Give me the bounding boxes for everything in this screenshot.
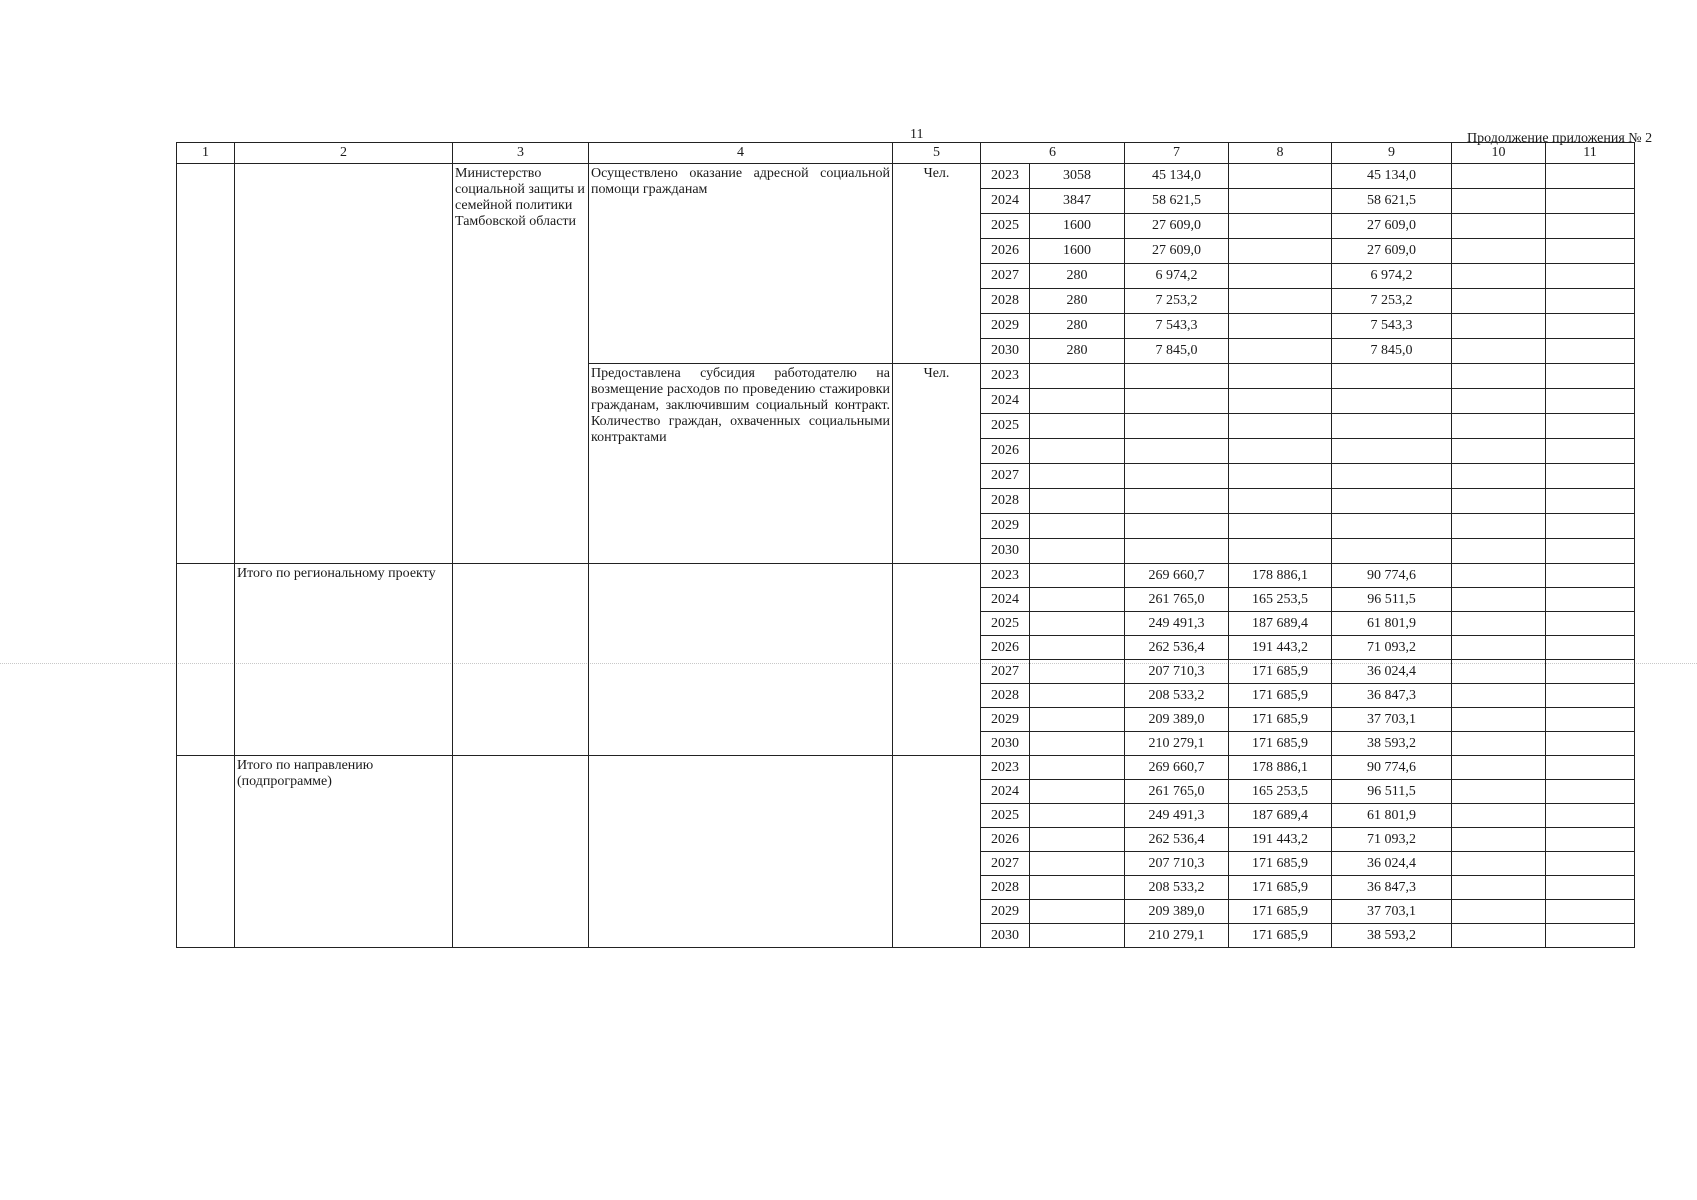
col7-cell: [1125, 439, 1229, 464]
col7-cell: 45 134,0: [1125, 164, 1229, 189]
col6-cell: [1030, 364, 1125, 389]
col9-cell: 90 774,6: [1332, 756, 1452, 780]
col8-cell: [1229, 489, 1332, 514]
year-cell: 2024: [981, 588, 1030, 612]
col9-cell: 7 845,0: [1332, 339, 1452, 364]
col10-cell: [1452, 539, 1546, 564]
continuation-caption: Продолжение приложения № 2: [1467, 131, 1653, 146]
year-cell: 2026: [981, 636, 1030, 660]
col11-cell: [1546, 588, 1635, 612]
col8-cell: 178 886,1: [1229, 756, 1332, 780]
col8-cell: [1229, 264, 1332, 289]
col9-cell: 90 774,6: [1332, 564, 1452, 588]
col7-cell: 27 609,0: [1125, 239, 1229, 264]
col9-cell: 61 801,9: [1332, 804, 1452, 828]
col7-cell: 208 533,2: [1125, 684, 1229, 708]
col6-cell: [1030, 489, 1125, 514]
header-row: [177, 143, 1635, 164]
col6-cell: 1600: [1030, 214, 1125, 239]
col10-cell: [1452, 289, 1546, 314]
col7-cell: 249 491,3: [1125, 804, 1229, 828]
col8-cell: [1229, 364, 1332, 389]
col9-cell: [1332, 389, 1452, 414]
header-col-10: 10: [1452, 143, 1546, 164]
col8-cell: [1229, 189, 1332, 214]
col7-cell: 6 974,2: [1125, 264, 1229, 289]
col6-cell: [1030, 636, 1125, 660]
col5-cell: [893, 756, 981, 948]
col6-cell: 280: [1030, 289, 1125, 314]
col8-cell: [1229, 164, 1332, 189]
header-col-5: 5: [893, 143, 981, 164]
col6-cell: [1030, 900, 1125, 924]
col9-cell: 45 134,0: [1332, 164, 1452, 189]
col11-cell: [1546, 876, 1635, 900]
col9-cell: [1332, 464, 1452, 489]
col7-cell: 27 609,0: [1125, 214, 1229, 239]
table-row: [177, 756, 1635, 780]
year-cell: 2028: [981, 684, 1030, 708]
col6-cell: [1030, 612, 1125, 636]
col9-cell: [1332, 414, 1452, 439]
col7-cell: 209 389,0: [1125, 900, 1229, 924]
col11-cell: [1546, 780, 1635, 804]
year-cell: 2023: [981, 364, 1030, 389]
col6-cell: 3847: [1030, 189, 1125, 214]
col8-cell: [1229, 514, 1332, 539]
col9-cell: [1332, 539, 1452, 564]
col9-cell: 27 609,0: [1332, 214, 1452, 239]
col7-cell: 262 536,4: [1125, 828, 1229, 852]
col6-cell: [1030, 564, 1125, 588]
col7-cell: 249 491,3: [1125, 612, 1229, 636]
col11-cell: [1546, 539, 1635, 564]
col11-cell: [1546, 264, 1635, 289]
year-cell: 2030: [981, 924, 1030, 948]
result-description: Предоставлена субсидия работодателю на возмещение расходов по проведению стажировки гражданам, заключившим социальный контракт. Количество граждан, охваченных социальными контрактами: [589, 364, 893, 564]
col10-cell: [1452, 214, 1546, 239]
col8-cell: [1229, 289, 1332, 314]
col10-cell: [1452, 660, 1546, 684]
header-col-6: 6: [981, 143, 1125, 164]
col8-cell: [1229, 389, 1332, 414]
col6-cell: 280: [1030, 314, 1125, 339]
col11-cell: [1546, 364, 1635, 389]
col6-cell: [1030, 684, 1125, 708]
col11-cell: [1546, 189, 1635, 214]
col11-cell: [1546, 828, 1635, 852]
header-col-8: 8: [1229, 143, 1332, 164]
total-direction-label: Итого по направлению (подпрограмме): [235, 756, 453, 948]
col6-cell: [1030, 588, 1125, 612]
col11-cell: [1546, 389, 1635, 414]
col10-cell: [1452, 489, 1546, 514]
year-cell: 2028: [981, 489, 1030, 514]
year-cell: 2026: [981, 239, 1030, 264]
table-row: [177, 564, 1635, 588]
col10-cell: [1452, 732, 1546, 756]
col6-cell: 280: [1030, 339, 1125, 364]
unit-cell: Чел.: [893, 164, 981, 364]
year-cell: 2027: [981, 264, 1030, 289]
year-cell: 2029: [981, 314, 1030, 339]
col7-cell: [1125, 514, 1229, 539]
col10-cell: [1452, 164, 1546, 189]
table-row: [177, 164, 1635, 189]
col8-cell: 171 685,9: [1229, 732, 1332, 756]
col11-cell: [1546, 660, 1635, 684]
col11-cell: [1546, 314, 1635, 339]
col6-cell: 280: [1030, 264, 1125, 289]
col6-cell: [1030, 660, 1125, 684]
year-cell: 2024: [981, 389, 1030, 414]
col11-cell: [1546, 732, 1635, 756]
col11-cell: [1546, 708, 1635, 732]
col10-cell: [1452, 189, 1546, 214]
col9-cell: 37 703,1: [1332, 900, 1452, 924]
header-col-4: 4: [589, 143, 893, 164]
col11-cell: [1546, 214, 1635, 239]
col9-cell: 37 703,1: [1332, 708, 1452, 732]
col11-cell: [1546, 164, 1635, 189]
col9-cell: [1332, 364, 1452, 389]
year-cell: 2028: [981, 876, 1030, 900]
col11-cell: [1546, 514, 1635, 539]
col8-cell: [1229, 539, 1332, 564]
col8-cell: 165 253,5: [1229, 780, 1332, 804]
col4-cell: [589, 756, 893, 948]
col10-cell: [1452, 828, 1546, 852]
col8-cell: 191 443,2: [1229, 828, 1332, 852]
header-col-9: 9: [1332, 143, 1452, 164]
col5-cell: [893, 564, 981, 756]
col9-cell: 36 024,4: [1332, 660, 1452, 684]
year-cell: 2025: [981, 804, 1030, 828]
col6-cell: 1600: [1030, 239, 1125, 264]
col10-cell: [1452, 876, 1546, 900]
col11-cell: [1546, 612, 1635, 636]
col8-cell: 171 685,9: [1229, 876, 1332, 900]
col1-cell: [177, 564, 235, 756]
col6-cell: [1030, 924, 1125, 948]
col11-cell: [1546, 464, 1635, 489]
col10-cell: [1452, 900, 1546, 924]
col9-cell: 7 253,2: [1332, 289, 1452, 314]
col7-cell: 210 279,1: [1125, 732, 1229, 756]
year-cell: 2025: [981, 414, 1030, 439]
year-cell: 2028: [981, 289, 1030, 314]
col10-cell: [1452, 564, 1546, 588]
col8-cell: 171 685,9: [1229, 852, 1332, 876]
col8-cell: 171 685,9: [1229, 660, 1332, 684]
year-cell: 2023: [981, 564, 1030, 588]
col8-cell: [1229, 439, 1332, 464]
col8-cell: [1229, 214, 1332, 239]
col8-cell: 191 443,2: [1229, 636, 1332, 660]
col11-cell: [1546, 339, 1635, 364]
header-col-11: 11: [1546, 143, 1635, 164]
col7-cell: 58 621,5: [1125, 189, 1229, 214]
col6-cell: [1030, 732, 1125, 756]
col3-cell: [453, 564, 589, 756]
year-cell: 2024: [981, 189, 1030, 214]
col7-cell: 7 253,2: [1125, 289, 1229, 314]
col8-cell: [1229, 239, 1332, 264]
col7-cell: [1125, 489, 1229, 514]
col11-cell: [1546, 924, 1635, 948]
col8-cell: 171 685,9: [1229, 900, 1332, 924]
col10-cell: [1452, 588, 1546, 612]
col1-cell: [177, 164, 235, 564]
col8-cell: 187 689,4: [1229, 804, 1332, 828]
col10-cell: [1452, 389, 1546, 414]
col7-cell: 207 710,3: [1125, 660, 1229, 684]
col8-cell: [1229, 339, 1332, 364]
col11-cell: [1546, 439, 1635, 464]
col9-cell: 96 511,5: [1332, 780, 1452, 804]
year-cell: 2027: [981, 852, 1030, 876]
year-cell: 2025: [981, 214, 1030, 239]
col7-cell: 269 660,7: [1125, 756, 1229, 780]
col9-cell: 27 609,0: [1332, 239, 1452, 264]
col11-cell: [1546, 414, 1635, 439]
col8-cell: 171 685,9: [1229, 708, 1332, 732]
header-col-3: 3: [453, 143, 589, 164]
col6-cell: [1030, 876, 1125, 900]
col7-cell: [1125, 539, 1229, 564]
col6-cell: [1030, 414, 1125, 439]
header-col-2: 2: [235, 143, 453, 164]
col10-cell: [1452, 924, 1546, 948]
col7-cell: 7 543,3: [1125, 314, 1229, 339]
col7-cell: [1125, 364, 1229, 389]
col7-cell: [1125, 464, 1229, 489]
col11-cell: [1546, 289, 1635, 314]
col9-cell: 61 801,9: [1332, 612, 1452, 636]
year-cell: 2024: [981, 780, 1030, 804]
col10-cell: [1452, 464, 1546, 489]
col9-cell: 36 847,3: [1332, 684, 1452, 708]
year-cell: 2027: [981, 464, 1030, 489]
header-col-7: 7: [1125, 143, 1229, 164]
col10-cell: [1452, 708, 1546, 732]
year-cell: 2023: [981, 756, 1030, 780]
col11-cell: [1546, 239, 1635, 264]
col1-cell: [177, 756, 235, 948]
col7-cell: 261 765,0: [1125, 588, 1229, 612]
year-cell: 2023: [981, 164, 1030, 189]
col7-cell: 210 279,1: [1125, 924, 1229, 948]
col6-cell: [1030, 464, 1125, 489]
col10-cell: [1452, 804, 1546, 828]
col7-cell: 208 533,2: [1125, 876, 1229, 900]
header-col-1: 1: [177, 143, 235, 164]
col9-cell: 96 511,5: [1332, 588, 1452, 612]
col11-cell: [1546, 489, 1635, 514]
col6-cell: [1030, 708, 1125, 732]
col7-cell: 7 845,0: [1125, 339, 1229, 364]
col8-cell: [1229, 414, 1332, 439]
year-cell: 2026: [981, 439, 1030, 464]
total-regional-label: Итого по региональному проекту: [235, 564, 453, 756]
col9-cell: 36 024,4: [1332, 852, 1452, 876]
col6-cell: [1030, 514, 1125, 539]
year-cell: 2027: [981, 660, 1030, 684]
col6-cell: [1030, 439, 1125, 464]
year-cell: 2026: [981, 828, 1030, 852]
col9-cell: 36 847,3: [1332, 876, 1452, 900]
col11-cell: [1546, 804, 1635, 828]
col6-cell: [1030, 804, 1125, 828]
col9-cell: 71 093,2: [1332, 636, 1452, 660]
col10-cell: [1452, 339, 1546, 364]
col11-cell: [1546, 564, 1635, 588]
col3-cell: [453, 756, 589, 948]
col6-cell: [1030, 828, 1125, 852]
col10-cell: [1452, 612, 1546, 636]
col7-cell: [1125, 389, 1229, 414]
col10-cell: [1452, 636, 1546, 660]
year-cell: 2029: [981, 514, 1030, 539]
col10-cell: [1452, 852, 1546, 876]
page-number: 11: [910, 127, 924, 142]
col8-cell: 165 253,5: [1229, 588, 1332, 612]
year-cell: 2030: [981, 539, 1030, 564]
col11-cell: [1546, 756, 1635, 780]
col9-cell: 38 593,2: [1332, 924, 1452, 948]
col9-cell: 38 593,2: [1332, 732, 1452, 756]
col9-cell: 7 543,3: [1332, 314, 1452, 339]
col10-cell: [1452, 684, 1546, 708]
appendix-table: [176, 142, 1635, 948]
col11-cell: [1546, 684, 1635, 708]
col7-cell: 269 660,7: [1125, 564, 1229, 588]
unit-cell: Чел.: [893, 364, 981, 564]
col8-cell: [1229, 314, 1332, 339]
col8-cell: [1229, 464, 1332, 489]
col6-cell: [1030, 780, 1125, 804]
col10-cell: [1452, 439, 1546, 464]
col6-cell: [1030, 756, 1125, 780]
col6-cell: [1030, 852, 1125, 876]
col7-cell: 207 710,3: [1125, 852, 1229, 876]
col10-cell: [1452, 514, 1546, 539]
col11-cell: [1546, 636, 1635, 660]
col7-cell: 209 389,0: [1125, 708, 1229, 732]
col7-cell: 261 765,0: [1125, 780, 1229, 804]
col7-cell: 262 536,4: [1125, 636, 1229, 660]
col4-cell: [589, 564, 893, 756]
col11-cell: [1546, 852, 1635, 876]
responsible-executor: Министерство социальной защиты и семейной политики Тамбовской области: [453, 164, 589, 564]
col10-cell: [1452, 364, 1546, 389]
col10-cell: [1452, 780, 1546, 804]
col9-cell: 58 621,5: [1332, 189, 1452, 214]
col9-cell: 6 974,2: [1332, 264, 1452, 289]
col9-cell: [1332, 439, 1452, 464]
col11-cell: [1546, 900, 1635, 924]
col8-cell: 171 685,9: [1229, 924, 1332, 948]
col6-cell: 3058: [1030, 164, 1125, 189]
col8-cell: 187 689,4: [1229, 612, 1332, 636]
col2-cell: [235, 164, 453, 564]
col9-cell: 71 093,2: [1332, 828, 1452, 852]
col9-cell: [1332, 514, 1452, 539]
col7-cell: [1125, 414, 1229, 439]
col10-cell: [1452, 314, 1546, 339]
year-cell: 2029: [981, 708, 1030, 732]
year-cell: 2030: [981, 339, 1030, 364]
col10-cell: [1452, 239, 1546, 264]
result-description: Осуществлено оказание адресной социальной помощи гражданам: [589, 164, 893, 364]
year-cell: 2030: [981, 732, 1030, 756]
col8-cell: 171 685,9: [1229, 684, 1332, 708]
col8-cell: 178 886,1: [1229, 564, 1332, 588]
col9-cell: [1332, 489, 1452, 514]
col6-cell: [1030, 389, 1125, 414]
year-cell: 2025: [981, 612, 1030, 636]
year-cell: 2029: [981, 900, 1030, 924]
col6-cell: [1030, 539, 1125, 564]
col10-cell: [1452, 756, 1546, 780]
col10-cell: [1452, 414, 1546, 439]
col10-cell: [1452, 264, 1546, 289]
